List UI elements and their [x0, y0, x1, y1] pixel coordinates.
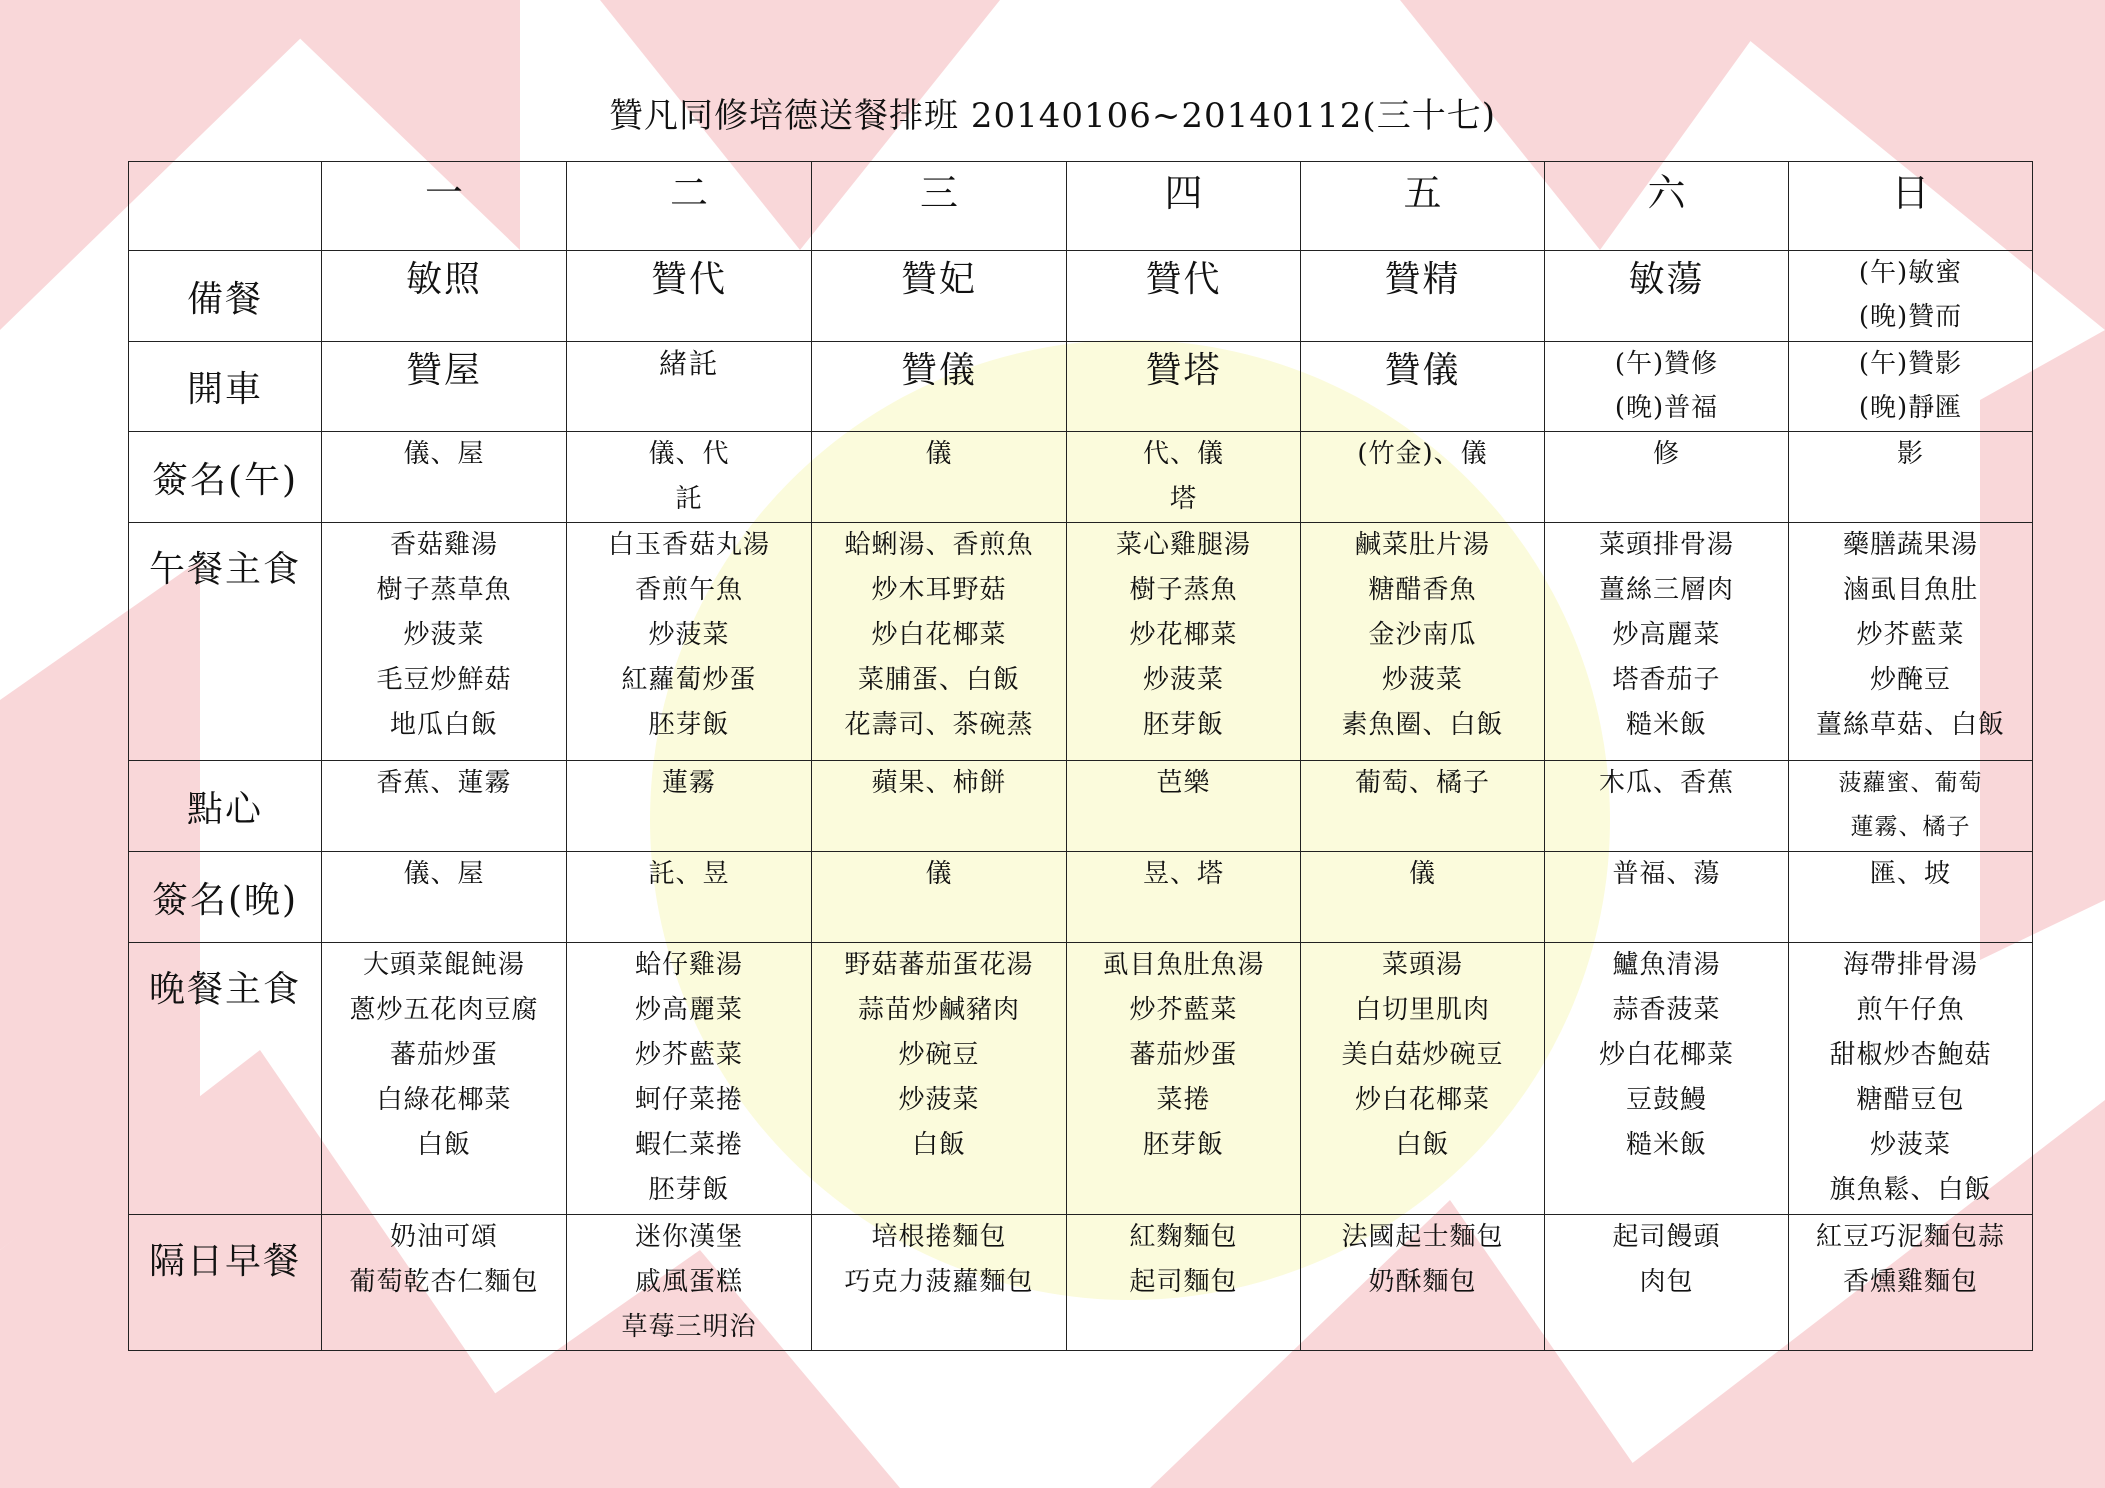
schedule-cell: [812, 251, 1067, 342]
cell-line: 鱸魚清湯: [1612, 950, 1721, 980]
schedule-cell: [1067, 852, 1301, 943]
cell-line: 海帶排骨湯: [1842, 950, 1978, 980]
schedule-cell: [567, 251, 812, 342]
schedule-cell: [1789, 342, 2033, 432]
schedule-cell: [322, 943, 567, 1215]
cell-line: 香煎午魚: [634, 575, 743, 605]
schedule-cell: [1789, 761, 2033, 852]
cell-line: 起司饅頭: [1612, 1222, 1721, 1252]
schedule-cell: [322, 852, 567, 943]
schedule-cell: [1301, 432, 1545, 523]
schedule-cell: [812, 523, 1067, 761]
row-label: 晚餐主食: [129, 943, 322, 1215]
schedule-cell: [1789, 523, 2033, 761]
schedule-cell: [1545, 523, 1789, 761]
cell-line: 贊塔: [1145, 350, 1222, 391]
cell-line: (晚)普福: [1614, 393, 1719, 423]
cell-line: 肉包: [1639, 1267, 1694, 1297]
cell-line: 菜心雞腿湯: [1115, 530, 1251, 560]
cell-line: 炒芥藍菜: [634, 1040, 743, 1070]
schedule-cell: [1545, 943, 1789, 1215]
cell-line: 甜椒炒杏鮑菇: [1829, 1040, 1992, 1070]
cell-line: 白綠花椰菜: [376, 1085, 512, 1115]
cell-line: 儀: [1408, 859, 1436, 889]
lunch-row: [129, 523, 2033, 761]
day-header: 一: [322, 162, 567, 251]
schedule-cell: [1067, 432, 1301, 523]
cell-line: 胚芽飯: [1142, 710, 1224, 740]
cell-line: (午)贊影: [1858, 349, 1963, 379]
cell-line: 糖醋香魚: [1368, 575, 1477, 605]
schedule-cell: [812, 342, 1067, 432]
cell-line: 糙米飯: [1625, 1130, 1707, 1160]
cell-line: 炒芥藍菜: [1856, 620, 1965, 650]
schedule-cell: [1545, 342, 1789, 432]
cell-line: 紅麴麵包: [1129, 1222, 1238, 1252]
cell-line: (晚)靜匯: [1858, 393, 1963, 423]
cell-line: 奶油可頌: [389, 1222, 498, 1252]
schedule-cell: [1067, 761, 1301, 852]
schedule-cell: [812, 943, 1067, 1215]
cell-line: 蛤蜊湯、香煎魚: [844, 530, 1034, 560]
cell-line: 素魚圈、白飯: [1341, 710, 1504, 740]
cell-line: 菠蘿蜜、葡萄: [1838, 770, 1983, 796]
schedule-cell: [567, 943, 812, 1215]
cell-line: 迷你漢堡: [634, 1222, 743, 1252]
cell-line: 糖醋豆包: [1856, 1085, 1965, 1115]
cell-line: 炒高麗菜: [634, 995, 743, 1025]
cell-line: 葡萄乾杏仁麵包: [349, 1267, 539, 1297]
cell-line: 蚵仔菜捲: [634, 1085, 743, 1115]
cell-line: 贊精: [1384, 259, 1461, 300]
cell-line: 儀: [925, 439, 953, 469]
day-header: 五: [1301, 162, 1545, 251]
cell-line: 木瓜、香蕉: [1598, 768, 1734, 798]
cell-line: 香蕉、蓮霧: [376, 768, 512, 798]
schedule-cell: [1301, 852, 1545, 943]
cell-line: 地瓜白飯: [389, 710, 498, 740]
schedule-cell: [1301, 251, 1545, 342]
cell-line: 蓮霧: [661, 768, 716, 798]
cell-line: 糙米飯: [1625, 710, 1707, 740]
row-label: 簽名(晚): [129, 852, 322, 943]
cell-line: 匯、坡: [1869, 859, 1951, 889]
cell-line: 炒菠菜: [1381, 665, 1463, 695]
schedule-cell: [1067, 523, 1301, 761]
schedule-cell: [1301, 523, 1545, 761]
schedule-cell: [322, 523, 567, 761]
cell-line: 白飯: [911, 1130, 966, 1160]
schedule-cell: [567, 523, 812, 761]
cell-line: 薑絲三層肉: [1598, 575, 1734, 605]
cell-line: 代、儀: [1142, 439, 1224, 469]
cell-line: 影: [1896, 439, 1924, 469]
cell-line: 樹子蒸草魚: [376, 575, 512, 605]
cell-line: 昱、塔: [1142, 859, 1224, 889]
schedule-cell: [322, 1215, 567, 1351]
cell-line: 蕃茄炒蛋: [389, 1040, 498, 1070]
sign-dinner-row: [129, 852, 2033, 943]
schedule-cell: [1545, 432, 1789, 523]
day-header: 四: [1067, 162, 1301, 251]
schedule-cell: [812, 761, 1067, 852]
cell-line: 葡萄、橘子: [1354, 768, 1490, 798]
cell-line: 紅蘿蔔炒蛋: [621, 665, 757, 695]
meal-schedule-table: [128, 161, 2033, 1351]
schedule-cell: [322, 432, 567, 523]
cell-line: 緒託: [658, 347, 719, 380]
cell-line: 鹹菜肚片湯: [1354, 530, 1490, 560]
cell-line: 蓮霧、橘子: [1850, 814, 1971, 840]
cell-line: 蘋果、柿餅: [871, 768, 1007, 798]
cell-line: 煎午仔魚: [1856, 995, 1965, 1025]
cell-line: 野菇蕃茄蛋花湯: [844, 950, 1034, 980]
cell-line: 胚芽飯: [648, 710, 730, 740]
cell-line: 白切里肌肉: [1354, 995, 1490, 1025]
row-label: 點心: [129, 761, 322, 852]
schedule-cell: [567, 852, 812, 943]
cell-line: 託: [675, 484, 703, 514]
cell-line: 贊儀: [1384, 350, 1461, 391]
cell-line: 儀、屋: [403, 859, 485, 889]
schedule-cell: [1067, 943, 1301, 1215]
cell-line: 戚風蛋糕: [634, 1267, 743, 1297]
cell-line: 儀: [925, 859, 953, 889]
schedule-cell: [322, 251, 567, 342]
schedule-cell: [567, 1215, 812, 1351]
schedule-cell: [1789, 943, 2033, 1215]
cell-line: 花壽司、茶碗蒸: [844, 710, 1034, 740]
day-header: 二: [567, 162, 812, 251]
cell-line: 菜頭湯: [1381, 950, 1463, 980]
cell-line: 香燻雞麵包: [1842, 1267, 1978, 1297]
cell-line: 草莓三明治: [621, 1312, 757, 1342]
cell-line: 蔥炒五花肉豆腐: [349, 995, 539, 1025]
cell-line: 炒白花椰菜: [871, 620, 1007, 650]
schedule-cell: [567, 761, 812, 852]
page-title: 贊凡同修培德送餐排班 20140106~20140112(三十七): [609, 96, 1496, 136]
cell-line: 普福、蕩: [1612, 859, 1721, 889]
breakfast-row: [129, 1215, 2033, 1351]
cell-line: 白玉香菇丸湯: [607, 530, 770, 560]
cell-line: 薑絲草菇、白飯: [1815, 710, 2005, 740]
cell-line: 塔香茄子: [1612, 665, 1721, 695]
schedule-cell: [812, 1215, 1067, 1351]
cell-line: 贊儀: [900, 350, 977, 391]
schedule-cell: [1789, 1215, 2033, 1351]
schedule-cell: [1545, 1215, 1789, 1351]
cell-line: 蛤仔雞湯: [634, 950, 743, 980]
cell-line: 蕃茄炒蛋: [1129, 1040, 1238, 1070]
cell-line: 豆鼓鰻: [1625, 1085, 1707, 1115]
cell-line: 贊屋: [405, 350, 482, 391]
cell-line: 炒菠菜: [1869, 1130, 1951, 1160]
row-label: 簽名(午): [129, 432, 322, 523]
header-row: [129, 162, 2033, 251]
schedule-cell: [322, 761, 567, 852]
cell-line: 培根捲麵包: [871, 1222, 1007, 1252]
schedule-cell: [567, 342, 812, 432]
cell-line: 樹子蒸魚: [1129, 575, 1238, 605]
cell-line: 塔: [1169, 484, 1197, 514]
cell-line: 起司麵包: [1129, 1267, 1238, 1297]
cell-line: 炒菠菜: [648, 620, 730, 650]
cell-line: 炒花椰菜: [1129, 620, 1238, 650]
cell-line: 炒白花椰菜: [1598, 1040, 1734, 1070]
schedule-cell: [567, 432, 812, 523]
cell-line: 白飯: [1395, 1130, 1450, 1160]
cell-line: 修: [1652, 439, 1680, 469]
corner-cell: [129, 162, 322, 251]
cell-line: 芭樂: [1156, 768, 1211, 798]
cell-line: 儀、代: [648, 439, 730, 469]
schedule-cell: [322, 342, 567, 432]
day-header: 日: [1789, 162, 2033, 251]
cell-line: (午)敏蜜: [1858, 258, 1963, 288]
day-header: 六: [1545, 162, 1789, 251]
cell-line: 大頭菜餛飩湯: [362, 950, 525, 980]
cell-line: 法國起士麵包: [1341, 1222, 1504, 1252]
schedule-cell: [1067, 342, 1301, 432]
cell-line: 炒菠菜: [403, 620, 485, 650]
cell-line: 炒菠菜: [898, 1085, 980, 1115]
cell-line: 菜脯蛋、白飯: [857, 665, 1020, 695]
sign-lunch-row: [129, 432, 2033, 523]
cell-line: 紅豆巧泥麵包蒜: [1815, 1222, 2005, 1252]
schedule-cell: [1301, 342, 1545, 432]
prep-row: [129, 251, 2033, 342]
cell-line: (午)贊修: [1614, 349, 1719, 379]
cell-line: 敏蕩: [1628, 259, 1705, 300]
cell-line: 炒菠菜: [1142, 665, 1224, 695]
schedule-cell: [1067, 1215, 1301, 1351]
schedule-cell: [812, 432, 1067, 523]
schedule-cell: [1789, 852, 2033, 943]
cell-line: 炒醃豆: [1869, 665, 1951, 695]
schedule-cell: [812, 852, 1067, 943]
cell-line: 炒木耳野菇: [871, 575, 1007, 605]
schedule-cell: [1067, 251, 1301, 342]
schedule-cell: [1545, 761, 1789, 852]
row-label: 隔日早餐: [129, 1215, 322, 1351]
cell-line: 美白菇炒碗豆: [1341, 1040, 1504, 1070]
schedule-cell: [1789, 251, 2033, 342]
schedule-cell: [1301, 761, 1545, 852]
row-label: 午餐主食: [129, 523, 322, 761]
cell-line: 菜頭排骨湯: [1598, 530, 1734, 560]
cell-line: 蒜香菠菜: [1612, 995, 1721, 1025]
cell-line: 胚芽飯: [1142, 1130, 1224, 1160]
cell-line: 奶酥麵包: [1368, 1267, 1477, 1297]
cell-line: 滷虱目魚肚: [1842, 575, 1978, 605]
cell-line: 金沙南瓜: [1368, 620, 1477, 650]
schedule-cell: [1545, 852, 1789, 943]
cell-line: 託、昱: [648, 859, 730, 889]
schedule-cell: [1789, 432, 2033, 523]
cell-line: 贊代: [650, 259, 727, 300]
cell-line: 旗魚鬆、白飯: [1829, 1175, 1992, 1205]
cell-line: 香菇雞湯: [389, 530, 498, 560]
cell-line: 儀、屋: [403, 439, 485, 469]
cell-line: 炒碗豆: [898, 1040, 980, 1070]
row-label: 備餐: [129, 251, 322, 342]
day-header: 三: [812, 162, 1067, 251]
cell-line: 胚芽飯: [648, 1175, 730, 1205]
cell-line: (晚)贊而: [1858, 302, 1963, 332]
dinner-row: [129, 943, 2033, 1215]
cell-line: 蝦仁菜捲: [634, 1130, 743, 1160]
cell-line: 菜捲: [1156, 1085, 1211, 1115]
cell-line: 虱目魚肚魚湯: [1102, 950, 1265, 980]
schedule-cell: [1301, 943, 1545, 1215]
row-label: 開車: [129, 342, 322, 432]
snack-row: [129, 761, 2033, 852]
cell-line: 炒芥藍菜: [1129, 995, 1238, 1025]
cell-line: 巧克力菠蘿麵包: [844, 1267, 1034, 1297]
cell-line: 敏照: [405, 259, 482, 300]
schedule-cell: [1545, 251, 1789, 342]
drive-row: [129, 342, 2033, 432]
cell-line: 蒜苗炒鹹豬肉: [857, 995, 1020, 1025]
cell-line: 贊妃: [900, 259, 977, 300]
cell-line: 炒高麗菜: [1612, 620, 1721, 650]
cell-line: 毛豆炒鮮菇: [376, 665, 512, 695]
cell-line: 藥膳蔬果湯: [1842, 530, 1978, 560]
cell-line: 贊代: [1145, 259, 1222, 300]
cell-line: 炒白花椰菜: [1354, 1085, 1490, 1115]
cell-line: 白飯: [416, 1130, 471, 1160]
schedule-cell: [1301, 1215, 1545, 1351]
cell-line: (竹金)、儀: [1357, 439, 1488, 469]
